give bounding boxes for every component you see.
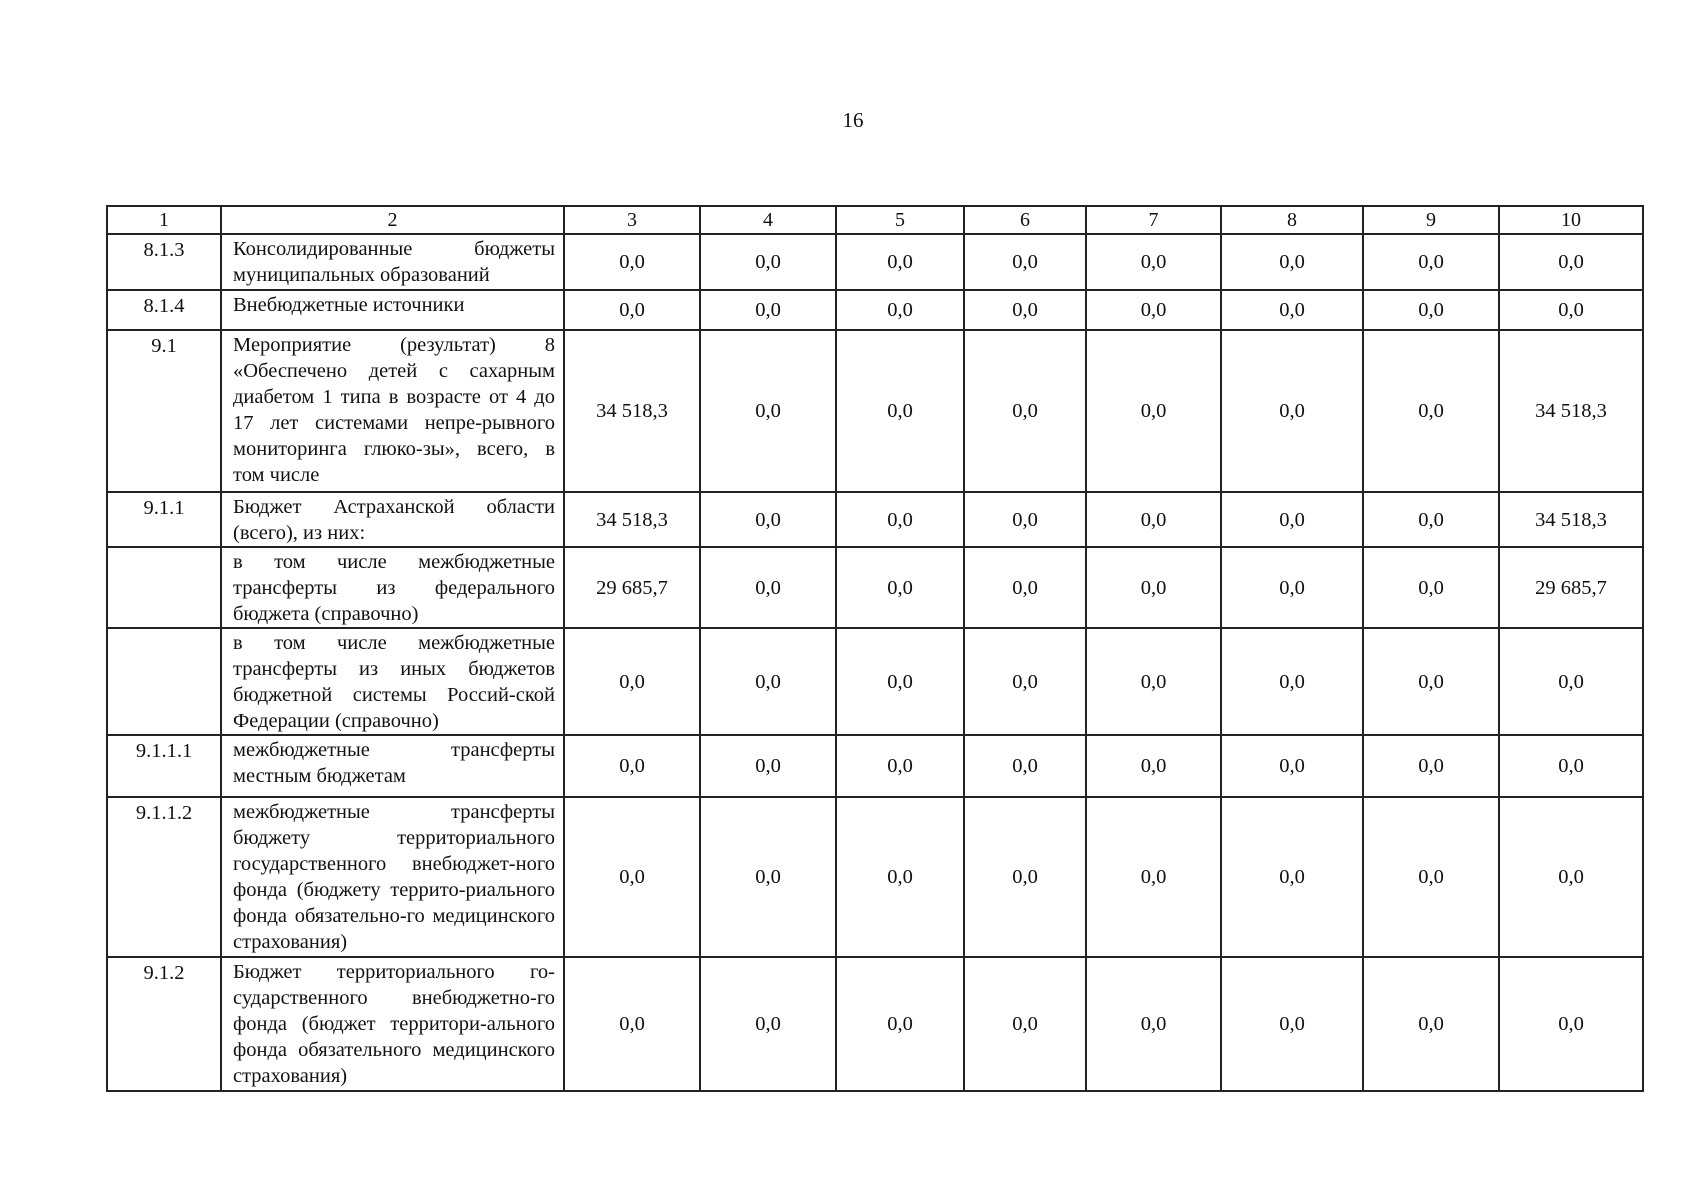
table-row bbox=[107, 492, 1643, 547]
header-cell: 1 bbox=[107, 206, 221, 234]
value-cell: 0,0 bbox=[836, 492, 964, 547]
table-row bbox=[107, 797, 1643, 957]
value-cell: 0,0 bbox=[1086, 797, 1221, 957]
value-cell: 34 518,3 bbox=[564, 492, 700, 547]
value-cell: 0,0 bbox=[1086, 492, 1221, 547]
row-number bbox=[107, 628, 221, 735]
value-cell: 0,0 bbox=[964, 628, 1086, 735]
table-row bbox=[107, 628, 1643, 735]
value-cell: 0,0 bbox=[836, 547, 964, 628]
page-number: 16 bbox=[842, 108, 864, 132]
value-cell: 0,0 bbox=[964, 234, 1086, 290]
value-cell: 0,0 bbox=[1086, 957, 1221, 1091]
value-cell: 0,0 bbox=[1499, 628, 1643, 735]
value-cell: 0,0 bbox=[1221, 957, 1363, 1091]
value-cell: 29 685,7 bbox=[564, 547, 700, 628]
value-cell: 0,0 bbox=[564, 290, 700, 330]
value-cell: 0,0 bbox=[1363, 628, 1499, 735]
value-cell: 0,0 bbox=[1221, 735, 1363, 797]
row-number: 9.1 bbox=[107, 330, 221, 492]
table-row bbox=[107, 330, 1643, 492]
header-row bbox=[107, 206, 1643, 234]
value-cell: 0,0 bbox=[1086, 628, 1221, 735]
row-number: 8.1.4 bbox=[107, 290, 221, 330]
value-cell: 0,0 bbox=[1363, 234, 1499, 290]
value-cell: 0,0 bbox=[1221, 628, 1363, 735]
table-row bbox=[107, 234, 1643, 290]
value-cell: 0,0 bbox=[700, 234, 836, 290]
row-name: в том числе межбюджетные трансферты из иных бюджетов бюджетной системы Россий-ской Федерации (справочно) bbox=[221, 628, 564, 735]
value-cell: 0,0 bbox=[836, 234, 964, 290]
value-cell: 0,0 bbox=[1499, 797, 1643, 957]
value-cell: 0,0 bbox=[1221, 234, 1363, 290]
value-cell: 0,0 bbox=[964, 547, 1086, 628]
table-row bbox=[107, 547, 1643, 628]
header-cell: 10 bbox=[1499, 206, 1643, 234]
row-number: 9.1.2 bbox=[107, 957, 221, 1091]
value-cell: 0,0 bbox=[964, 957, 1086, 1091]
value-cell: 0,0 bbox=[964, 797, 1086, 957]
value-cell: 0,0 bbox=[700, 547, 836, 628]
value-cell: 0,0 bbox=[1363, 492, 1499, 547]
row-number: 9.1.1.2 bbox=[107, 797, 221, 957]
value-cell: 0,0 bbox=[1086, 290, 1221, 330]
row-name: Бюджет территориального го-сударственного внебюджетно-го фонда (бюджет территори-ального фонда обязательного медицинского страхования) bbox=[221, 957, 564, 1091]
value-cell: 0,0 bbox=[964, 492, 1086, 547]
header-cell: 2 bbox=[221, 206, 564, 234]
value-cell: 0,0 bbox=[564, 957, 700, 1091]
row-name: межбюджетные трансферты бюджету территориального государственного внебюджет-ного фонда (бюджету террито-риального фонда обязательно-го медицинского страхования) bbox=[221, 797, 564, 957]
value-cell: 0,0 bbox=[564, 628, 700, 735]
value-cell: 0,0 bbox=[964, 330, 1086, 492]
value-cell: 0,0 bbox=[1363, 957, 1499, 1091]
value-cell: 0,0 bbox=[700, 628, 836, 735]
row-name: Консолидированные бюджеты муниципальных образований bbox=[221, 234, 564, 290]
header-cell: 5 bbox=[836, 206, 964, 234]
value-cell: 0,0 bbox=[836, 290, 964, 330]
value-cell: 0,0 bbox=[700, 290, 836, 330]
value-cell: 0,0 bbox=[1221, 330, 1363, 492]
value-cell: 0,0 bbox=[1221, 290, 1363, 330]
value-cell: 0,0 bbox=[1499, 735, 1643, 797]
value-cell: 0,0 bbox=[964, 290, 1086, 330]
value-cell: 0,0 bbox=[1363, 547, 1499, 628]
row-number: 8.1.3 bbox=[107, 234, 221, 290]
value-cell: 0,0 bbox=[700, 957, 836, 1091]
header-cell: 9 bbox=[1363, 206, 1499, 234]
value-cell: 0,0 bbox=[1086, 330, 1221, 492]
value-cell: 0,0 bbox=[564, 735, 700, 797]
row-number bbox=[107, 547, 221, 628]
value-cell: 0,0 bbox=[1499, 234, 1643, 290]
value-cell: 34 518,3 bbox=[1499, 492, 1643, 547]
value-cell: 0,0 bbox=[700, 330, 836, 492]
row-number: 9.1.1.1 bbox=[107, 735, 221, 797]
value-cell: 0,0 bbox=[1086, 547, 1221, 628]
value-cell: 0,0 bbox=[1363, 797, 1499, 957]
value-cell: 0,0 bbox=[1363, 330, 1499, 492]
value-cell: 0,0 bbox=[1086, 735, 1221, 797]
value-cell: 0,0 bbox=[964, 735, 1086, 797]
header-cell: 7 bbox=[1086, 206, 1221, 234]
row-name: в том числе межбюджетные трансферты из федерального бюджета (справочно) bbox=[221, 547, 564, 628]
header-cell: 6 bbox=[964, 206, 1086, 234]
header-cell: 8 bbox=[1221, 206, 1363, 234]
value-cell: 0,0 bbox=[836, 628, 964, 735]
value-cell: 0,0 bbox=[1221, 797, 1363, 957]
value-cell: 0,0 bbox=[700, 735, 836, 797]
value-cell: 0,0 bbox=[836, 735, 964, 797]
row-number: 9.1.1 bbox=[107, 492, 221, 547]
value-cell: 34 518,3 bbox=[564, 330, 700, 492]
value-cell: 0,0 bbox=[564, 797, 700, 957]
value-cell: 0,0 bbox=[700, 492, 836, 547]
value-cell: 0,0 bbox=[1499, 290, 1643, 330]
row-name: Внебюджетные источники bbox=[221, 290, 564, 330]
value-cell: 0,0 bbox=[1363, 290, 1499, 330]
value-cell: 0,0 bbox=[836, 797, 964, 957]
row-name: межбюджетные трансферты местным бюджетам bbox=[221, 735, 564, 797]
table-row bbox=[107, 290, 1643, 330]
value-cell: 34 518,3 bbox=[1499, 330, 1643, 492]
value-cell: 0,0 bbox=[836, 957, 964, 1091]
value-cell: 0,0 bbox=[1363, 735, 1499, 797]
value-cell: 0,0 bbox=[1221, 547, 1363, 628]
header-cell: 4 bbox=[700, 206, 836, 234]
header-cell: 3 bbox=[564, 206, 700, 234]
value-cell: 0,0 bbox=[836, 330, 964, 492]
value-cell: 29 685,7 bbox=[1499, 547, 1643, 628]
budget-table bbox=[106, 205, 1644, 1092]
value-cell: 0,0 bbox=[700, 797, 836, 957]
value-cell: 0,0 bbox=[1221, 492, 1363, 547]
value-cell: 0,0 bbox=[1499, 957, 1643, 1091]
table-row bbox=[107, 957, 1643, 1091]
value-cell: 0,0 bbox=[564, 234, 700, 290]
row-name: Мероприятие (результат) 8 «Обеспечено детей с сахарным диабетом 1 типа в возрасте от 4 до 17 лет системами непре-рывного мониторинга глюко-зы», всего, в том числе bbox=[221, 330, 564, 492]
value-cell: 0,0 bbox=[1086, 234, 1221, 290]
table-row bbox=[107, 735, 1643, 797]
row-name: Бюджет Астраханской области (всего), из них: bbox=[221, 492, 564, 547]
